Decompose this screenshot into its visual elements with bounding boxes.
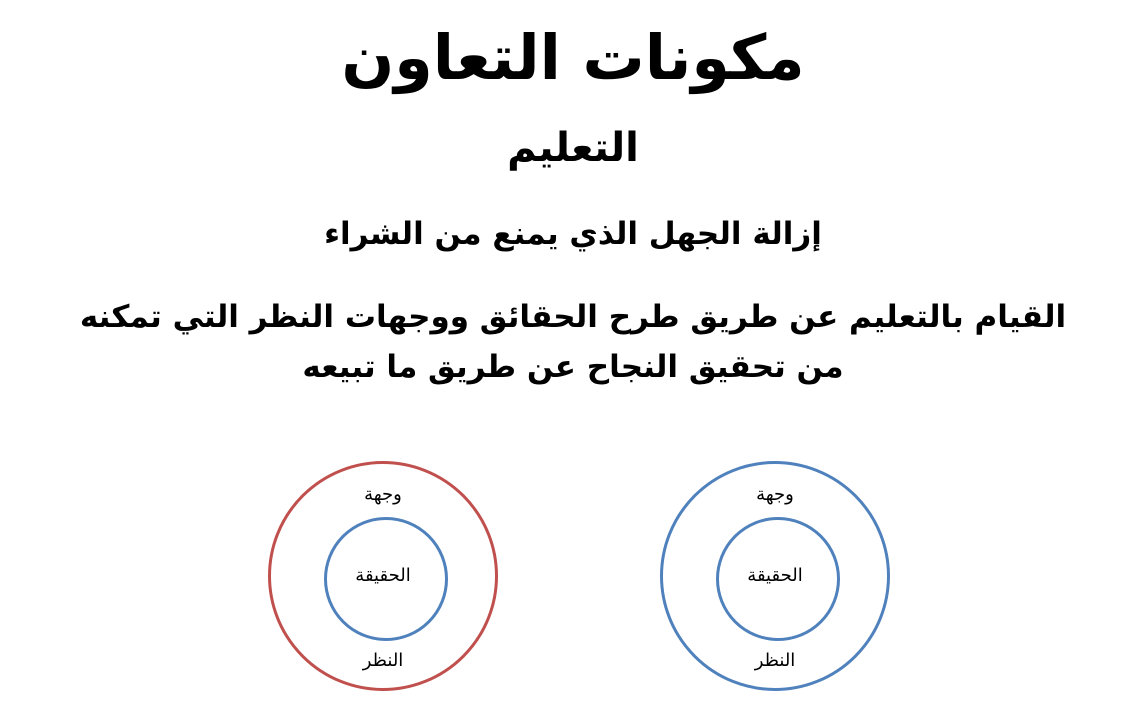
diagram-center-label: الحقيقة	[355, 565, 411, 586]
diagram-bottom-label: النظر	[362, 650, 404, 671]
definition-text: إزالة الجهل الذي يمنع من الشراء	[324, 216, 822, 252]
description-line-2: من تحقيق النجاح عن طريق ما تبيعه	[302, 349, 844, 385]
diagram-top-label: وجهة	[756, 484, 794, 505]
concentric-diagram-left	[268, 461, 498, 691]
diagram-top-label: وجهة	[364, 484, 402, 505]
section-subtitle: التعليم	[507, 125, 639, 171]
diagram-center-label: الحقيقة	[747, 565, 803, 586]
concentric-diagram-right	[660, 461, 890, 691]
description-line-1: القيام بالتعليم عن طريق طرح الحقائق ووجهات النظر التي تمكنه	[79, 299, 1067, 335]
page-title: مكونات التعاون	[341, 21, 805, 94]
description-text	[0, 292, 1146, 392]
diagram-bottom-label: النظر	[754, 650, 796, 671]
